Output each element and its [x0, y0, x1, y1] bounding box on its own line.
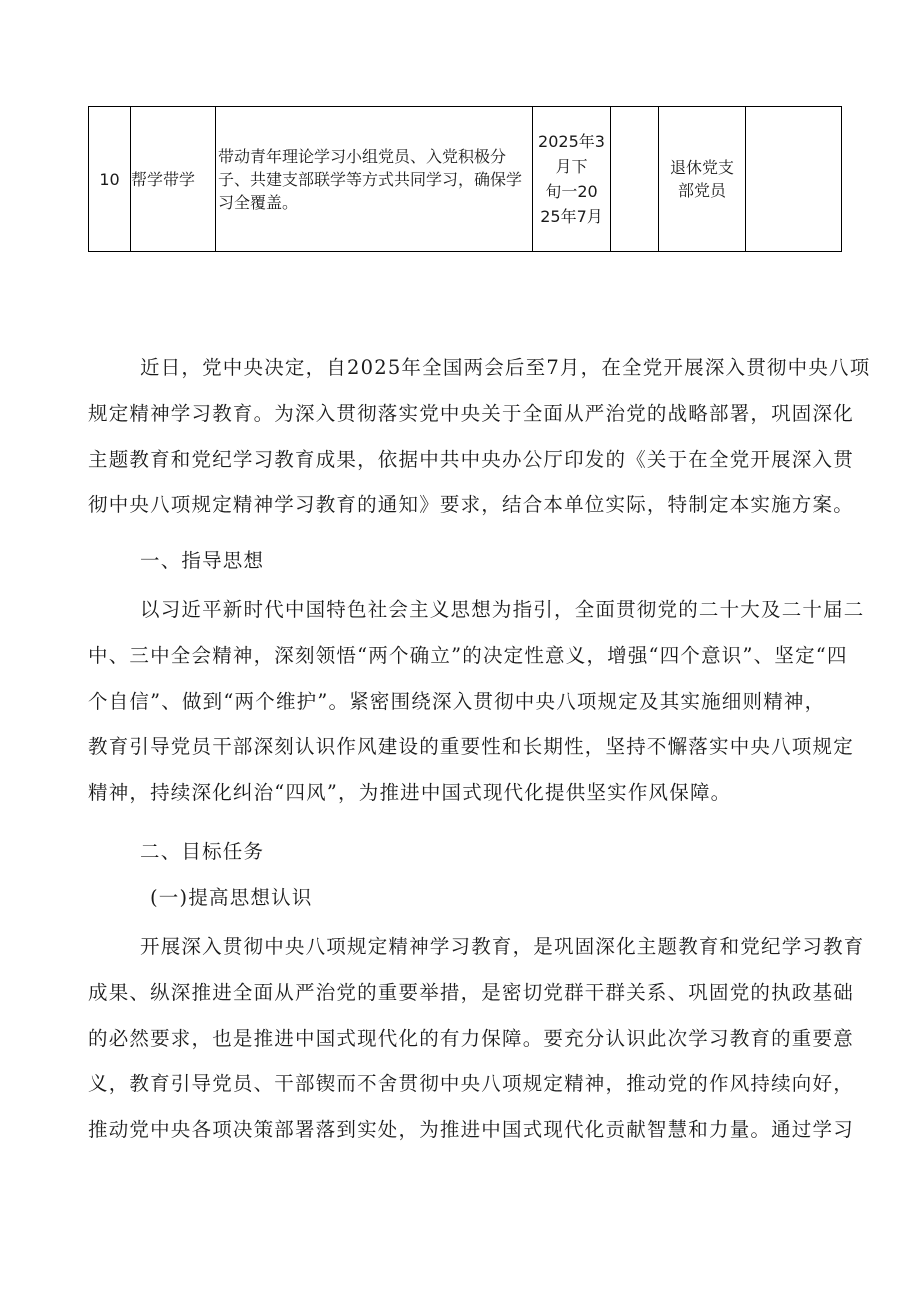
subsection-heading: (一)提高思想认识	[150, 886, 313, 909]
intro-paragraph	[88, 345, 871, 528]
responsible-line: 部党员	[677, 181, 726, 200]
paragraph-line: 彻中央八项规定精神学习教育的通知》要求，结合本单位实际，特制定本实施方案。	[88, 493, 854, 517]
time-line: 2025年3	[538, 132, 605, 151]
time-line: 25年7月	[540, 207, 603, 226]
table-row	[89, 107, 842, 252]
paragraph-line: 成果、纵深推进全面从严治党的重要举措，是密切党群干群关系、巩固党的执政基础	[88, 980, 854, 1004]
paragraph-line: 教育引导党员干部深刻认识作风建设的重要性和长期性，坚持不懈落实中央八项规定	[88, 735, 854, 759]
paragraph-line: 规定精神学习教育。为深入贯彻落实党中央关于全面从严治党的战略部署，巩固深化	[88, 401, 854, 425]
paragraph-line: 个自信”、做到“两个维护”。紧密围绕深入贯彻中央八项规定及其实施细则精神，	[88, 689, 826, 713]
blank-cell	[611, 107, 659, 252]
time-cell	[533, 107, 611, 252]
blank-cell	[746, 107, 842, 252]
row-number-cell	[89, 107, 131, 252]
responsible-line: 退休党支	[669, 158, 734, 177]
goals-paragraph	[88, 924, 865, 1153]
plan-table	[88, 106, 842, 252]
paragraph-line: 中、三中全会精神，深刻领悟“两个确立”的决定性意义，增强“四个意识”、坚定“四	[88, 643, 848, 667]
section-heading-guiding-thought: 一、指导思想	[140, 549, 265, 572]
item-content: 带动青年理论学习小组党员、入党积极分子、共建支部联学等方式共同学习，确保学习全覆盖。	[218, 146, 523, 212]
time-line: 月下	[555, 157, 588, 176]
paragraph-line: 精神，持续深化纠治“四风”，为推进中国式现代化提供坚实作风保障。	[88, 781, 732, 805]
paragraph-line: 开展深入贯彻中央八项规定精神学习教育，是巩固深化主题教育和党纪学习教育	[140, 935, 865, 958]
item-content-cell	[216, 107, 533, 252]
paragraph-line: 推动党中央各项决策部署落到实处，为推进中国式现代化贡献智慧和力量。通过学习	[88, 1118, 854, 1142]
row-number: 10	[99, 169, 120, 189]
time-line: 旬一20	[545, 182, 598, 201]
paragraph-line: 义，教育引导党员、干部锲而不舍贯彻中央八项规定精神，推动党的作风持续向好，	[88, 1072, 854, 1096]
paragraph-line: 主题教育和党纪学习教育成果，依据中共中央办公厅印发的《关于在全党开展深入贯	[88, 447, 854, 471]
item-name-cell	[131, 107, 216, 252]
responsible-cell	[659, 107, 746, 252]
section-heading-goals: 二、目标任务	[140, 840, 265, 863]
paragraph-line: 近日，党中央决定，自2025年全国两会后至7月，在全党开展深入贯彻中央八项	[140, 356, 871, 379]
paragraph-line: 的必然要求，也是推进中国式现代化的有力保障。要充分认识此次学习教育的重要意	[88, 1026, 854, 1050]
guiding-thought-paragraph	[88, 587, 865, 816]
item-name: 帮学带学	[131, 169, 196, 189]
paragraph-line: 以习近平新时代中国特色社会主义思想为指引，全面贯彻党的二十大及二十届二	[140, 598, 865, 621]
